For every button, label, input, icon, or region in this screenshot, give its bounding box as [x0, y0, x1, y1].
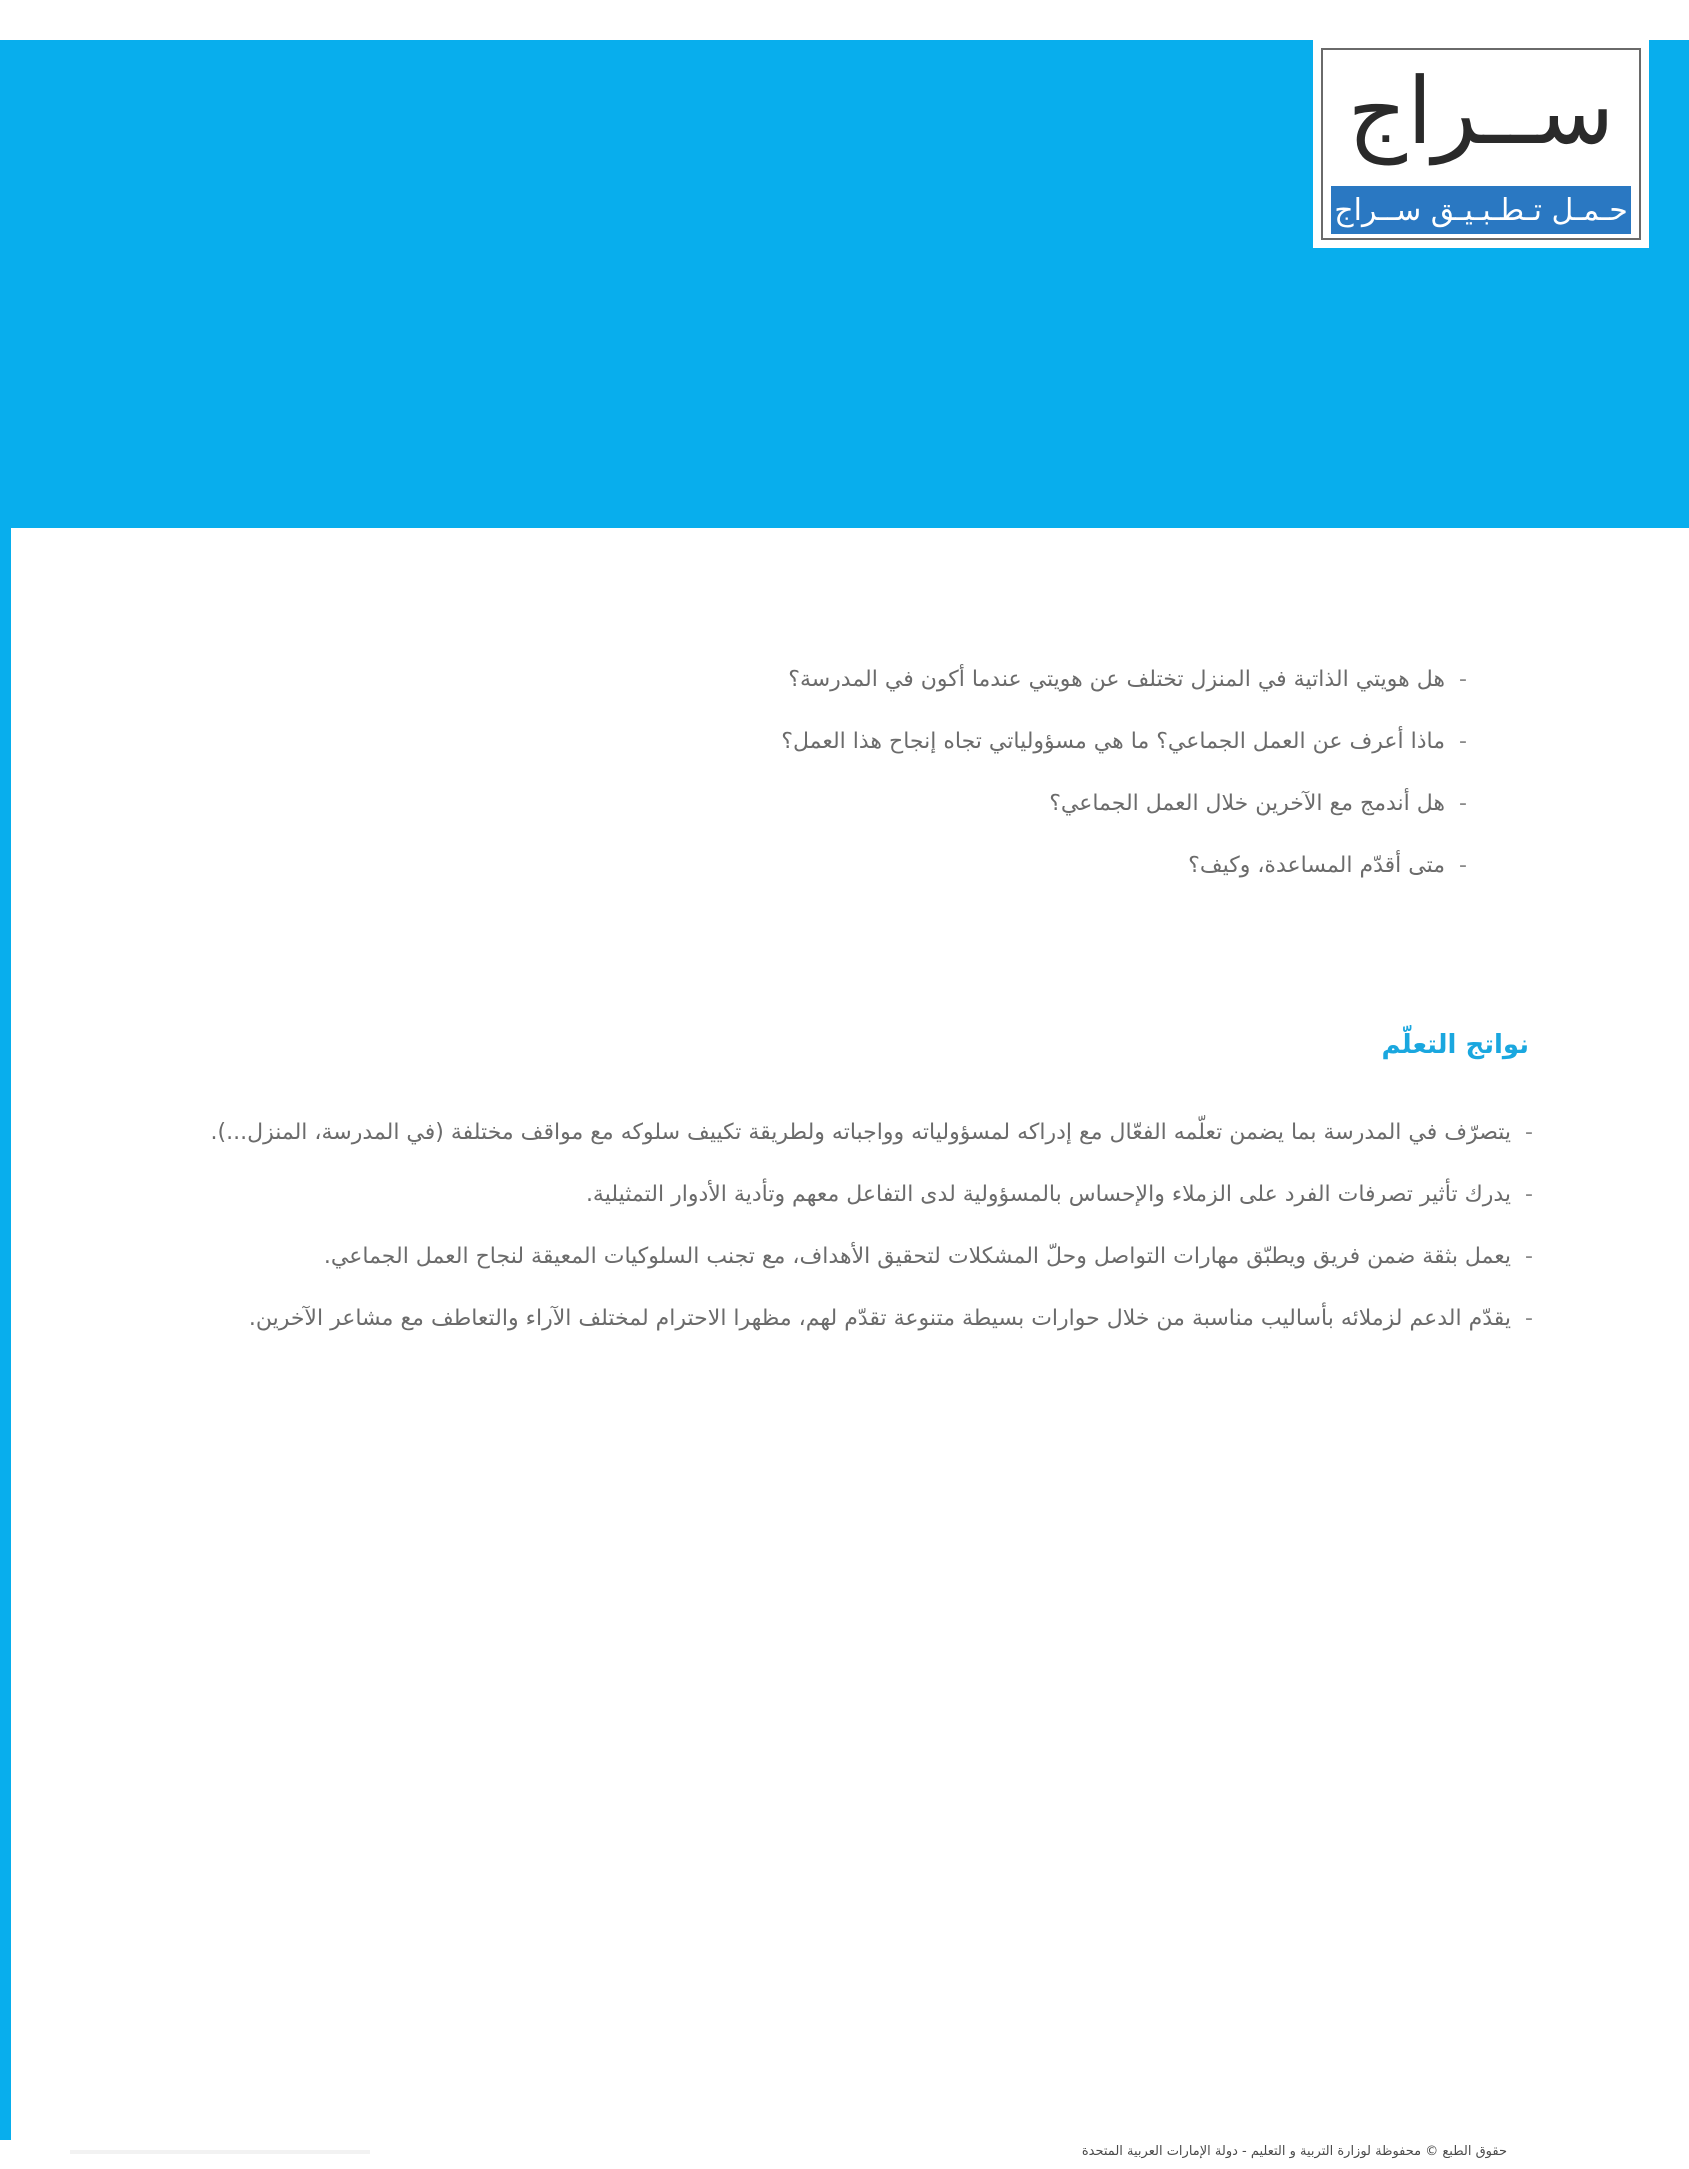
question-item: [167, 722, 1467, 784]
outcome-item: [143, 1110, 1533, 1156]
outcome-text: يدرك تأثير تصرفات الفرد على الزملاء والإحساس بالمسؤولية لدى التفاعل معهم وتأدية الأدوار التمثيلية.: [585, 1182, 1512, 1207]
question-text: ماذا أعرف عن العمل الجماعي؟ ما هي مسؤولياتي تجاه إنجاح هذا العمل؟: [781, 729, 1446, 754]
outcome-item: [143, 1172, 1533, 1218]
siraj-logo[interactable]: [1313, 40, 1649, 248]
copyright-footer: حقوق الطبع © محفوظة لوزارة التربية و التعليم - دولة الإمارات العربية المتحدة: [1081, 2144, 1507, 2159]
list-dash: -: [1459, 791, 1467, 816]
list-dash: -: [1525, 1306, 1533, 1331]
footer-faint-mark: [70, 2150, 370, 2154]
list-dash: -: [1459, 729, 1467, 754]
list-dash: -: [1525, 1120, 1533, 1145]
question-item: [167, 846, 1467, 908]
question-item: [167, 660, 1467, 722]
list-dash: -: [1459, 667, 1467, 692]
outcome-item: [143, 1296, 1533, 1342]
question-text: هل هويتي الذاتية في المنزل تختلف عن هويتي عندما أكون في المدرسة؟: [788, 667, 1446, 692]
question-text: هل أندمج مع الآخرين خلال العمل الجماعي؟: [1049, 791, 1446, 816]
outcome-text: يقدّم الدعم لزملائه بأساليب مناسبة من خلال حوارات بسيطة متنوعة تقدّم لهم، مظهرا الاحترام لمختلف الآراء والتعاطف مع مشاعر الآخرين.: [248, 1306, 1512, 1331]
question-text: متى أقدّم المساعدة، وكيف؟: [1188, 853, 1446, 878]
list-dash: -: [1525, 1244, 1533, 1269]
list-dash: -: [1459, 853, 1467, 878]
learning-outcomes-list: [143, 1110, 1533, 1358]
logo-tagline: حـمـل تـطـبـيـق ســراج: [1331, 186, 1631, 234]
questions-list: [167, 660, 1467, 908]
outcome-item: [143, 1234, 1533, 1280]
outcome-text: يتصرّف في المدرسة بما يضمن تعلّمه الفعّال مع إدراكه لمسؤولياته وواجباته ولطريقة تكييف سلوكه مع مواقف مختلفة (في المدرسة، المنزل...).: [210, 1120, 1512, 1145]
learning-outcomes-title: نواتج التعلّم: [1381, 1030, 1529, 1060]
question-item: [167, 784, 1467, 846]
logo-wordmark: ســراج: [1347, 57, 1615, 165]
left-margin-bar: [0, 40, 11, 2140]
outcome-text: يعمل بثقة ضمن فريق ويطبّق مهارات التواصل وحلّ المشكلات لتحقيق الأهداف، مع تجنب السلوكيات المعيقة لنجاح العمل الجماعي.: [323, 1244, 1512, 1269]
list-dash: -: [1525, 1182, 1533, 1207]
